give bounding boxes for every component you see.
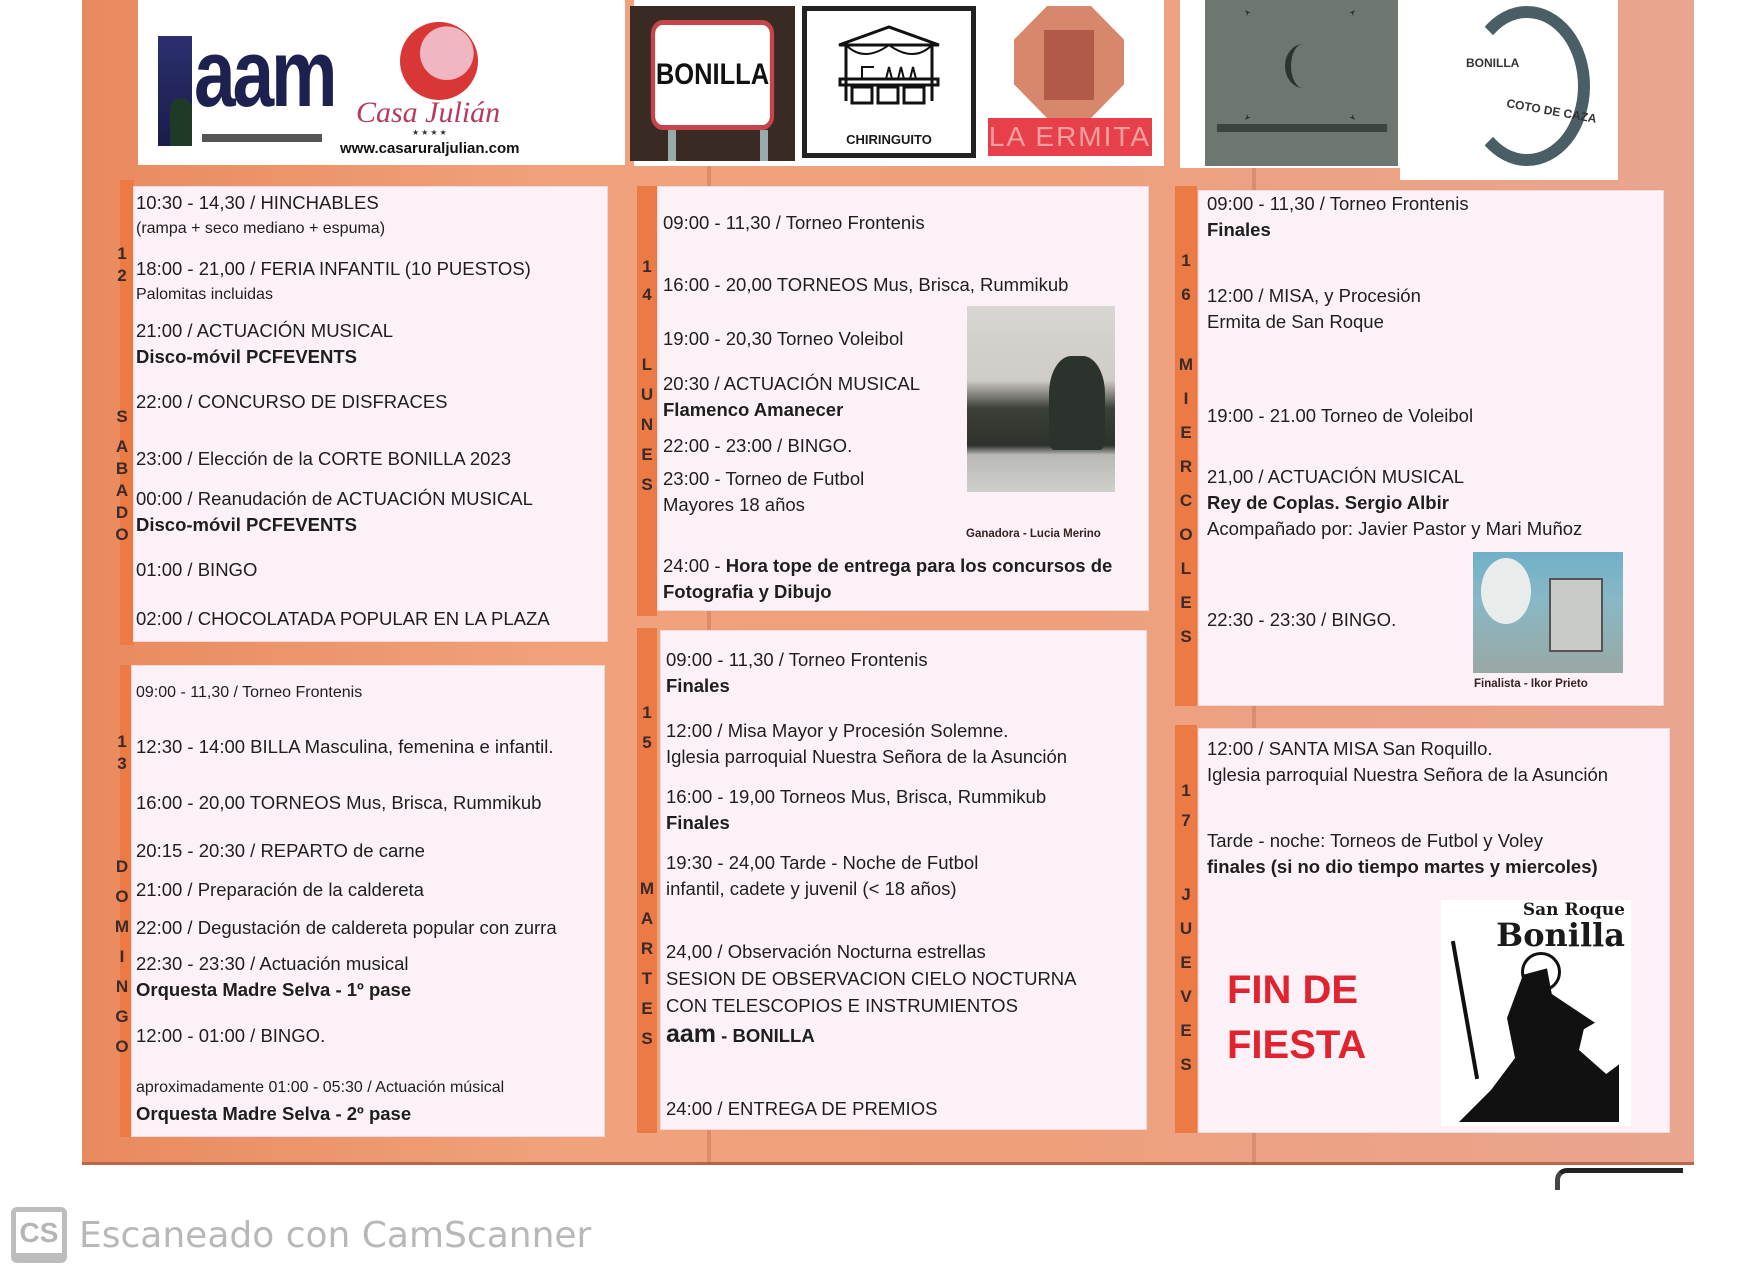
event-item: 22:30 - 23:30 / Actuación musical Orquesta Madre Selva - 1º pase [136,953,412,1000]
ermita-logo [988,6,1152,156]
event-item: 23:00 - Torneo de Futbol Mayores 18 años [663,468,865,515]
coto-de-caza-logo [1400,0,1618,180]
day-label-jueves: 1 7 [1181,781,1191,830]
camscanner-watermark [11,1207,591,1263]
event-item: 12:00 - 01:00 / BINGO. [136,1025,326,1046]
day-name-lunes: L U N E S [640,355,654,494]
sign-post [760,130,768,161]
event-item: 16:00 - 20,00 TORNEOS Mus, Brisca, Rummikub [136,792,542,813]
san-roque-bonilla-logo [1441,900,1631,1126]
event-item: 09:00 - 11,30 / Torneo Frontenis [136,684,363,701]
kiosk-icon [834,23,944,113]
event-item: 21:00 / ACTUACIÓN MUSICAL Disco-móvil PCFEVENTS [136,320,394,367]
casa-julian-stars: ★★★★ [412,128,449,137]
event-item: 22:30 - 23:30 / BINGO. [1207,609,1397,630]
winning-photo-image [967,306,1115,492]
event-item: 19:30 - 24,00 Tarde - Noche de Futbol infantil, cadete y juvenil (< 18 años) [666,852,979,899]
coto-title: BONILLA [1466,56,1520,70]
day-name-sabado: S A B A D O [115,407,129,544]
halo-icon [1521,952,1561,992]
day-label-martes: 1 5 [642,703,652,752]
bonilla-sign-logo [630,6,795,161]
event-item: 24,00 / Observación Nocturna estrellas SESION DE OBSERVACION CIELO NOCTURNA CON TELESCOPIOS E INSTRUMIENTOS aam - BONILLA [666,941,1077,1048]
event-item: 18:00 - 21,00 / FERIA INFANTIL (10 PUESTOS) Palomitas incluidas [136,258,531,303]
event-item: 22:00 - 23:00 / BINGO. [663,435,853,456]
event-item: 24:00 / ENTREGA DE PREMIOS [666,1098,938,1119]
aam-subtitle-bar [202,134,322,142]
event-item: 22:00 / Degustación de caldereta popular con zurra [136,917,557,938]
event-item: 10:30 - 14,30 / HINCHABLES (rampa + seco mediano + espuma) [136,192,386,237]
event-item: Tarde - noche: Torneos de Futbol y Voley finales (si no dio tiempo martes y miercoles) [1207,830,1598,877]
event-item: 09:00 - 11,30 / Torneo Frontenis Finales [666,649,928,696]
event-item: 12:30 - 14:00 BILLA Masculina, femenina e infantil. [136,736,554,757]
crescent-icon [1285,44,1321,88]
cross-logo-caption [1217,124,1387,132]
day-name-domingo: D O M I N G O [114,857,130,1056]
event-item: 21:00 / Preparación de la caldereta [136,879,424,900]
camscanner-text: Escaneado con CamScanner [79,1214,592,1256]
casa-julian-logo-icon [400,22,478,100]
day-name-jueves: J U E V E S [1179,885,1193,1074]
camscanner-logo-icon: CS [11,1207,67,1263]
chapel-icon [1014,6,1124,118]
event-item: 12:00 / Misa Mayor y Procesión Solemne. Iglesia parroquial Nuestra Señora de la Asunción [666,720,1068,767]
day-label-domingo: 1 3 [117,732,127,773]
finalist-drawing-image [1473,552,1623,673]
bonilla-sign-text: BONILLA [651,20,774,130]
ermita-label: LA ERMITA [988,118,1152,156]
maltese-cross-logo [1205,0,1398,166]
event-item: 00:00 / Reanudación de ACTUACIÓN MUSICAL Disco-móvil PCFEVENTS [136,488,533,535]
photo-caption: Ganadora - Lucia Merino [966,528,1101,540]
chiringuito-logo [802,6,976,158]
day-label-miercoles: 1 6 [1181,251,1191,304]
event-item: 12:00 / SANTA MISA San Roquillo. Iglesia parroquial Nuestra Señora de la Asunción [1207,738,1609,785]
day-label-sabado: 1 2 [117,244,127,285]
event-item: 09:00 - 11,30 / Torneo Frontenis [663,212,925,233]
event-item: 23:00 / Elección de la CORTE BONILLA 2023 [136,448,512,469]
san-roque-title: San Roque [1522,900,1625,920]
event-item: 19:00 - 21.00 Torneo de Voleibol [1207,405,1474,426]
event-item: aproximadamente 01:00 - 05:30 / Actuación músical Orquesta Madre Selva - 2º pase [136,1079,505,1124]
casa-julian-name: Casa Julián [356,96,501,129]
event-item: 02:00 / CHOCOLATADA POPULAR EN LA PLAZA [136,608,550,629]
aam-logo-text: aam [194,20,335,127]
fin-de-fiesta-heading: FIN DE FIESTA [1227,968,1367,1067]
event-item: 09:00 - 11,30 / Torneo Frontenis Finales [1207,193,1469,240]
event-item: 16:00 - 19,00 Torneos Mus, Brisca, Rummikub Finales [666,786,1047,833]
event-item: 20:30 / ACTUACIÓN MUSICAL Flamenco Amanecer [663,373,921,420]
aam-star-mark-icon [158,36,192,146]
event-item: 21,00 / ACTUACIÓN MUSICAL Rey de Coplas. Sergio Albir Acompañado por: Javier Pastor y Mari Muñoz [1207,466,1583,539]
event-item: 19:00 - 20,30 Torneo Voleibol [663,328,904,349]
event-item: 20:15 - 20:30 / REPARTO de carne [136,840,425,861]
sign-post [668,130,676,161]
chiringuito-label: CHIRINGUITO [846,132,932,147]
aam-logo [140,20,335,156]
event-item: 01:00 / BINGO [136,559,258,580]
scan-artifact [1555,1168,1683,1190]
day-label-lunes: 1 4 [642,257,652,304]
bonilla-title: Bonilla [1496,916,1625,954]
event-item: 22:00 / CONCURSO DE DISFRACES [136,391,448,412]
day-name-miercoles: M I E R C O L E S [1178,355,1194,646]
coto-subtitle: COTO DE CAZA [1505,96,1598,126]
casa-julian-url: www.casaruraljulian.com [340,140,520,157]
event-item: 16:00 - 20,00 TORNEOS Mus, Brisca, Rummikub [663,274,1069,295]
event-item: 12:00 / MISA, y Procesión Ermita de San Roque [1207,285,1421,332]
pilgrim-staff-icon [1451,941,1479,1080]
ring-icon [1464,6,1590,166]
photo-caption: Finalista - Ikor Prieto [1474,678,1588,690]
day-name-martes: M A R T E S [639,879,655,1048]
event-item: 24:00 - Hora tope de entrega para los concursos de Fotografia y Dibujo [663,555,1113,602]
